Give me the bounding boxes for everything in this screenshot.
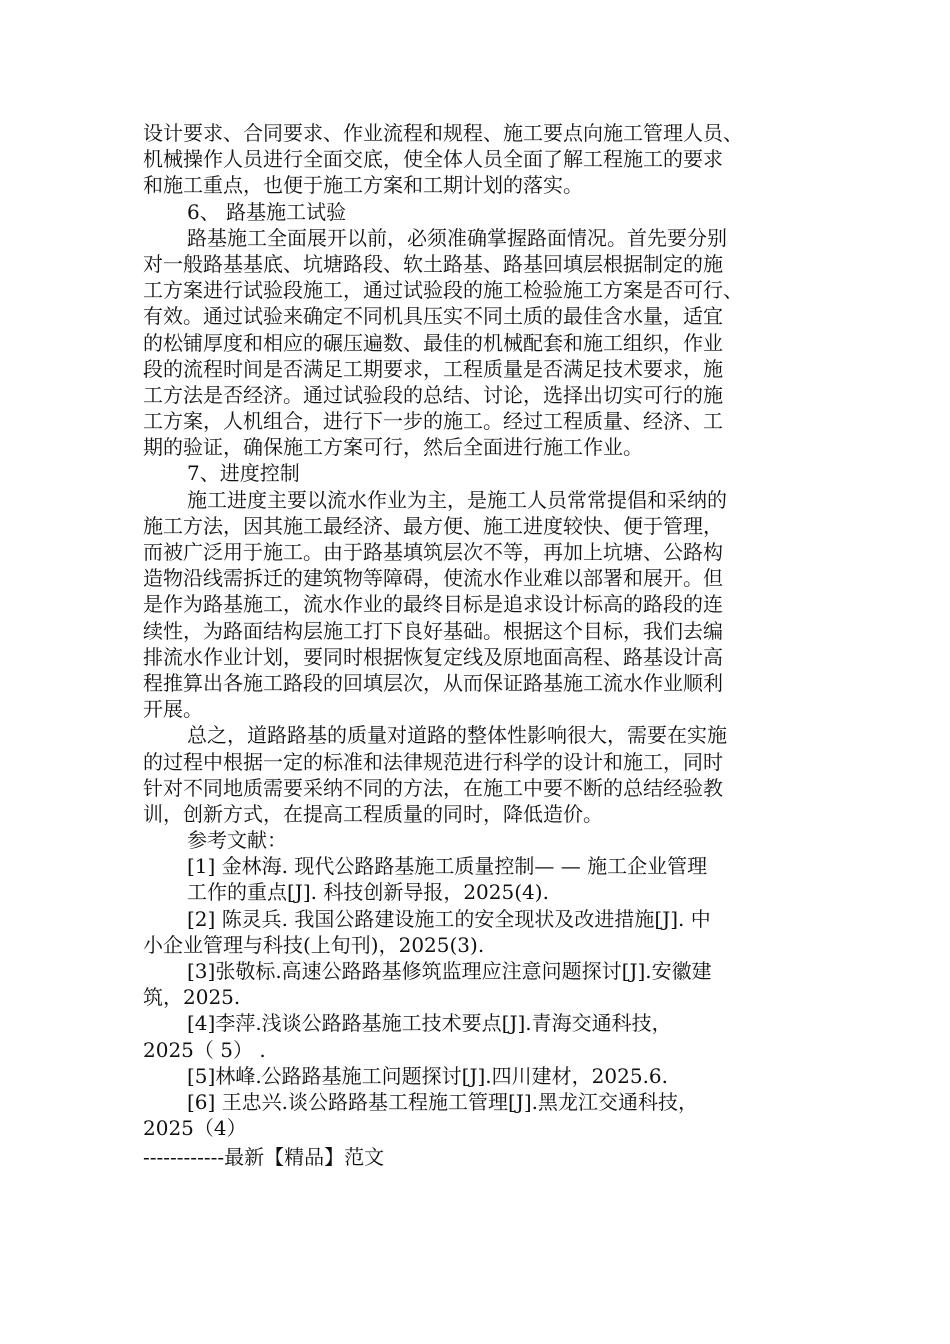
text-line: 参考文献：: [187, 828, 287, 853]
text-line: 工方法是否经济。通过试验段的总结、讨论，选择出切实可行的施: [143, 382, 723, 407]
text-line: 针对不同地质需要采纳不同的方法，在施工中要不断的总结经验教: [143, 775, 723, 800]
text-line: 2025（4）: [143, 1116, 247, 1141]
text-line: [5]林峰.公路路基施工问题探讨[J].四川建材，2025.6.: [187, 1063, 669, 1088]
text-line: [1] 金林海. 现代公路路基施工质量控制— — 施工企业管理: [187, 854, 708, 879]
text-line: 施工进度主要以流水作业为主，是施工人员常常提倡和采纳的: [187, 487, 727, 512]
text-line: 工作的重点[J]. 科技创新导报，2025(4).: [187, 880, 549, 905]
text-line: 排流水作业计划，要同时根据恢复定线及原地面高程、路基设计高: [143, 644, 723, 669]
reference-4: [143, 1010, 808, 1062]
text-line: 6、 路基施工试验: [187, 199, 347, 224]
para-conclusion: [143, 722, 808, 827]
text-line: 设计要求、合同要求、作业流程和规程、施工要点向施工管理人员、: [143, 121, 743, 145]
text-line: [3]张敬标.高速公路路基修筑监理应注意问题探讨[J].安徽建: [187, 959, 712, 983]
text-line: 总之，道路路基的质量对道路的整体性影响很大，需要在实施: [187, 723, 727, 748]
text-line: 造物沿线需拆迁的建筑物等障碍，使流水作业难以部署和展开。但: [143, 566, 723, 591]
reference-5: [143, 1063, 808, 1089]
text-line: [4]李萍.浅谈公路路基施工技术要点[J].青海交通科技，: [187, 1011, 672, 1036]
footer-banner: ------------最新【精品】范文: [143, 1145, 385, 1169]
text-line: 训，创新方式，在提高工程质量的同时，降低造价。: [143, 801, 603, 826]
reference-1: [143, 853, 808, 905]
para-trial: [143, 225, 808, 461]
text-line: 是作为路基施工，流水作业的最终目标是追求设计标高的路段的连: [143, 592, 723, 617]
text-line: [2] 陈灵兵. 我国公路建设施工的安全现状及改进措施[J]. 中: [187, 906, 711, 931]
text-line: 段的流程时间是否满足工期要求，工程质量是否满足技术要求，施: [143, 356, 723, 381]
text-line: 7、进度控制: [187, 461, 300, 486]
text-line: 小企业管理与科技(上旬刊)，2025(3).: [143, 932, 485, 957]
text-line: 工方案，人机组合，进行下一步的施工。经过工程质量、经济、工: [143, 409, 723, 434]
text-line: [6] 王忠兴.谈公路路基工程施工管理[J].黑龙江交通科技，: [187, 1089, 699, 1114]
text-line: 的过程中根据一定的标准和法律规范进行科学的设计和施工，同时: [143, 749, 723, 774]
references-heading: [143, 827, 808, 853]
text-line: 程推算出各施工路段的回填层次，从而保证路基施工流水作业顺利: [143, 670, 723, 695]
reference-6: [143, 1089, 808, 1141]
text-line: 续性，为路面结构层施工打下良好基础。根据这个目标，我们去编: [143, 618, 723, 643]
para-intro-tail: [143, 120, 808, 199]
text-line: 筑，2025.: [143, 985, 241, 1010]
document-body: [143, 120, 808, 1141]
text-line: 有效。通过试验来确定不同机具压实不同土质的最佳含水量，适宜: [143, 304, 723, 329]
text-line: 机械操作人员进行全面交底，使全体人员全面了解工程施工的要求: [143, 147, 723, 172]
text-line: 对一般路基基底、坑塘路段、软土路基、路基回填层根据制定的施: [143, 251, 723, 276]
text-line: 的松铺厚度和相应的碾压遍数、最佳的机械配套和施工组织，作业: [143, 330, 723, 355]
text-line: 工方案进行试验段施工，通过试验段的施工检验施工方案是否可行、: [143, 278, 743, 303]
text-line: 开展。: [143, 697, 203, 722]
heading-6: [143, 199, 808, 225]
reference-3: [143, 958, 808, 1010]
text-line: 和施工重点，也便于施工方案和工期计划的落实。: [143, 173, 583, 198]
text-line: 而被广泛用于施工。由于路基填筑层次不等，再加上坑塘、公路构: [143, 540, 723, 564]
text-line: 施工方法，因其施工最经济、最方便、施工进度较快、便于管理，: [143, 513, 723, 538]
reference-2: [143, 906, 808, 958]
text-line: 2025（ 5） .: [143, 1037, 266, 1062]
text-line: 期的验证，确保施工方案可行，然后全面进行施工作业。: [143, 435, 643, 460]
heading-7: [143, 460, 808, 486]
para-progress: [143, 487, 808, 723]
text-line: 路基施工全面展开以前，必须准确掌握路面情况。首先要分别: [187, 225, 727, 250]
